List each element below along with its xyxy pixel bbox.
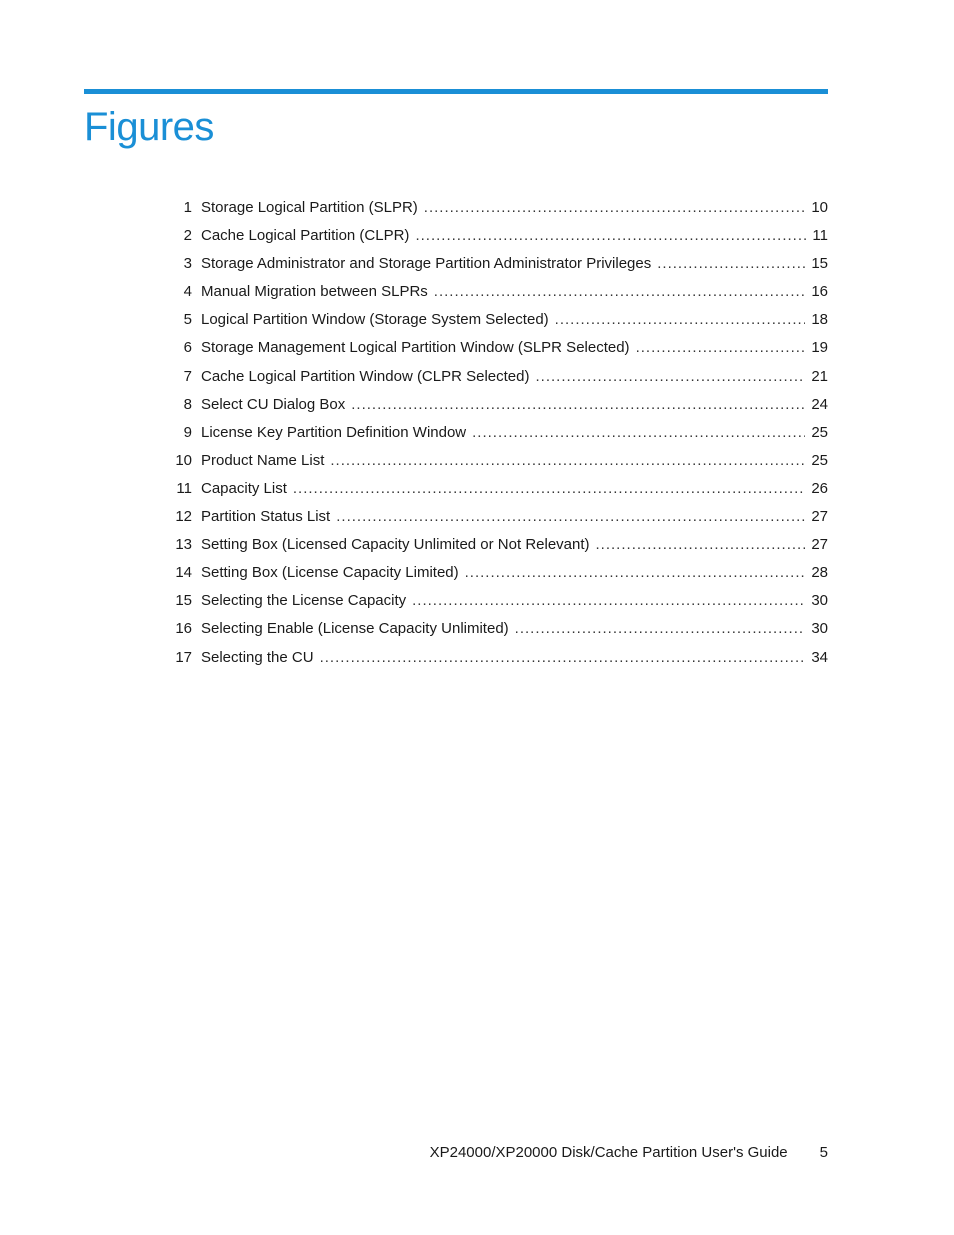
figure-entry[interactable] <box>160 363 828 391</box>
figure-number: 11 <box>176 479 192 497</box>
figure-page: 34 <box>811 648 828 666</box>
figure-number: 1 <box>183 199 192 216</box>
figure-number: 8 <box>183 395 192 413</box>
figure-title: License Key Partition Definition Window <box>201 423 467 441</box>
figure-page: 21 <box>811 367 828 385</box>
figure-number: 6 <box>183 339 192 357</box>
figure-entry[interactable] <box>160 475 828 503</box>
page-title: Figures <box>84 105 214 149</box>
figure-title: Setting Box (License Capacity Limited) <box>201 564 459 582</box>
dot-leader <box>636 334 806 362</box>
figure-page: 11 <box>812 227 828 245</box>
figure-page: 10 <box>811 199 828 216</box>
figure-title: Storage Logical Partition (SLPR) <box>201 199 418 216</box>
figure-entry[interactable] <box>160 503 828 531</box>
figure-page: 27 <box>811 508 828 526</box>
dot-leader <box>336 503 805 531</box>
figure-page: 16 <box>811 283 828 301</box>
figure-number: 15 <box>175 592 192 610</box>
footer-page-number: 5 <box>819 1144 828 1161</box>
figure-page: 15 <box>811 255 828 273</box>
dot-leader <box>535 363 805 391</box>
figure-number: 2 <box>183 227 192 245</box>
dot-leader <box>293 475 805 503</box>
figure-number: 13 <box>175 536 192 554</box>
figure-title: Select CU Dialog Box <box>201 395 346 413</box>
figure-number: 7 <box>183 367 192 385</box>
footer-guide-title: XP24000/XP20000 Disk/Cache Partition User's Guide <box>429 1144 788 1161</box>
figure-entry[interactable] <box>160 644 828 672</box>
dot-leader <box>424 194 806 222</box>
figure-title: Selecting the CU <box>201 648 314 666</box>
dot-leader <box>596 531 806 559</box>
dot-leader <box>472 419 805 447</box>
dot-leader <box>434 278 806 306</box>
figure-number: 17 <box>175 648 192 666</box>
figure-entry[interactable] <box>160 531 828 559</box>
figure-page: 30 <box>811 620 828 638</box>
figure-entry[interactable] <box>160 194 828 222</box>
dot-leader <box>330 447 805 475</box>
figure-page: 30 <box>811 592 828 610</box>
figure-title: Cache Logical Partition (CLPR) <box>201 227 410 245</box>
figure-title: Setting Box (Licensed Capacity Unlimited or Not Relevant) <box>201 536 590 554</box>
figure-entry[interactable] <box>160 419 828 447</box>
figure-title: Manual Migration between SLPRs <box>201 283 428 301</box>
heading-rule <box>84 89 828 94</box>
figure-entry[interactable] <box>160 615 828 643</box>
figure-page: 28 <box>811 564 828 582</box>
figure-entry[interactable] <box>160 306 828 334</box>
dot-leader <box>657 250 805 278</box>
dot-leader <box>351 391 805 419</box>
figure-number: 3 <box>183 255 192 273</box>
dot-leader <box>465 559 806 587</box>
figure-number: 9 <box>183 423 192 441</box>
figure-title: Capacity List <box>201 479 287 497</box>
figure-title: Storage Administrator and Storage Partition Administrator Privileges <box>201 255 652 273</box>
dot-leader <box>415 222 806 250</box>
figure-title: Product Name List <box>201 451 325 469</box>
figure-number: 14 <box>175 564 192 582</box>
figure-entry[interactable] <box>160 250 828 278</box>
figure-title: Cache Logical Partition Window (CLPR Selected) <box>201 367 530 385</box>
figure-number: 16 <box>175 620 192 638</box>
figure-entry[interactable] <box>160 447 828 475</box>
figure-entry[interactable] <box>160 278 828 306</box>
figure-entry[interactable] <box>160 334 828 362</box>
figure-page: 25 <box>811 423 828 441</box>
dot-leader <box>412 587 805 615</box>
figure-title: Logical Partition Window (Storage System Selected) <box>201 311 549 329</box>
figure-page: 26 <box>811 479 828 497</box>
figure-number: 5 <box>183 311 192 329</box>
dot-leader <box>320 644 806 672</box>
figure-entry[interactable] <box>160 559 828 587</box>
figure-title: Selecting Enable (License Capacity Unlimited) <box>201 620 509 638</box>
figure-number: 10 <box>175 451 192 469</box>
figure-entry[interactable] <box>160 391 828 419</box>
figures-list <box>160 194 828 672</box>
figure-page: 19 <box>811 339 828 357</box>
figure-title: Storage Management Logical Partition Window (SLPR Selected) <box>201 339 630 357</box>
dot-leader <box>555 306 806 334</box>
figure-page: 18 <box>811 311 828 329</box>
figure-title: Partition Status List <box>201 508 331 526</box>
figure-number: 4 <box>183 283 192 301</box>
figure-page: 24 <box>811 395 828 413</box>
figure-page: 25 <box>811 451 828 469</box>
figure-entry[interactable] <box>160 587 828 615</box>
figure-number: 12 <box>175 508 192 526</box>
figure-title: Selecting the License Capacity <box>201 592 407 610</box>
figure-page: 27 <box>811 536 828 554</box>
figure-entry[interactable] <box>160 222 828 250</box>
page-footer <box>300 1141 828 1165</box>
dot-leader <box>515 615 806 643</box>
